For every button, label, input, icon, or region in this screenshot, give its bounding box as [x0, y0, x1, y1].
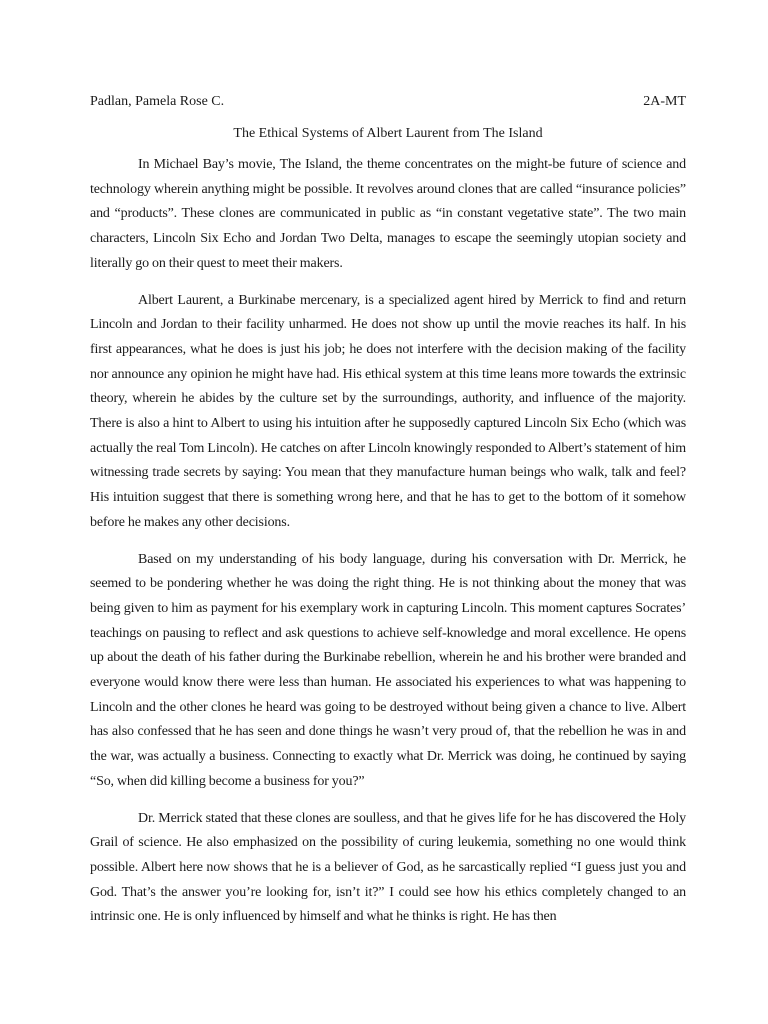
document-page	[90, 93, 686, 942]
document-title: The Ethical Systems of Albert Laurent from The Island	[233, 126, 543, 141]
paragraph-1: In Michael Bay’s movie, The Island, the theme concentrates on the might-be future of science and technology wherein anything might be possible. It revolves around clones that are called “insurance policies” and “products”. These clones are communicated in public as “in constant vegetative state”. The two main characters, Lincoln Six Echo and Jordan Two Delta, manages to escape the seemingly utopian society and literally go on their quest to meet their makers.	[90, 157, 686, 271]
document-body	[90, 153, 686, 930]
paragraph-3: Based on my understanding of his body language, during his conversation with Dr. Merrick, he seemed to be pondering whether he was doing the right thing. He is not thinking about the money that was being given to him as payment for his exemplary work in capturing Lincoln. This moment captures Socrates’ teachings on pausing to reflect and ask questions to achieve self-knowledge and moral excellence. He opens up about the death of his father during the Burkinabe rebellion, wherein he and his brother were branded and everyone would know there were less than human. He associated his experiences to what was happening to Lincoln and the other clones he heard was going to be destroyed without being given a chance to live. Albert has also confessed that he has seen and done things he wasn’t very proud of, that the rebellion he was in and the war, was actually a business. Connecting to exactly what Dr. Merrick was doing, he continued by saying “So, when did killing become a business for you?”	[90, 551, 686, 789]
author-name: Padlan, Pamela Rose C.	[90, 94, 225, 109]
document-header	[90, 93, 686, 111]
paragraph-4: Dr. Merrick stated that these clones are soulless, and that he gives life for he has discovered the Holy Grail of science. He also emphasized on the possibility of curing leukemia, something no one would think possible. Albert here now shows that he is a believer of God, as he sarcastically replied “I guess just you and God. That’s the answer you’re looking for, isn’t it?” I could see how his ethics completely changed to an intrinsic one. He is only influenced by himself and what he thinks is right. He has then	[90, 810, 686, 925]
paragraph-2: Albert Laurent, a Burkinabe mercenary, is a specialized agent hired by Merrick to find and return Lincoln and Jordan to their facility unharmed. He does not show up until the movie reaches its half. In his first appearances, what he does is just his job; he does not interfere with the decision making of the facility nor announce any opinion he might have had. His ethical system at this time leans more towards the extrinsic theory, wherein he abides by the culture set by the surroundings, authority, and influence of the majority. There is also a hint to Albert to using his intuition after he supposedly captured Lincoln Six Echo (which was actually the real Tom Lincoln). He catches on after Lincoln knowingly responded to Albert’s statement of him witnessing trade secrets by saying: You mean that they manufacture human beings who walk, talk and feel? His intuition suggest that there is something wrong here, and that he has to get to the bottom of it somehow before he makes any other decisions.	[90, 292, 686, 530]
class-section: 2A-MT	[643, 94, 686, 109]
